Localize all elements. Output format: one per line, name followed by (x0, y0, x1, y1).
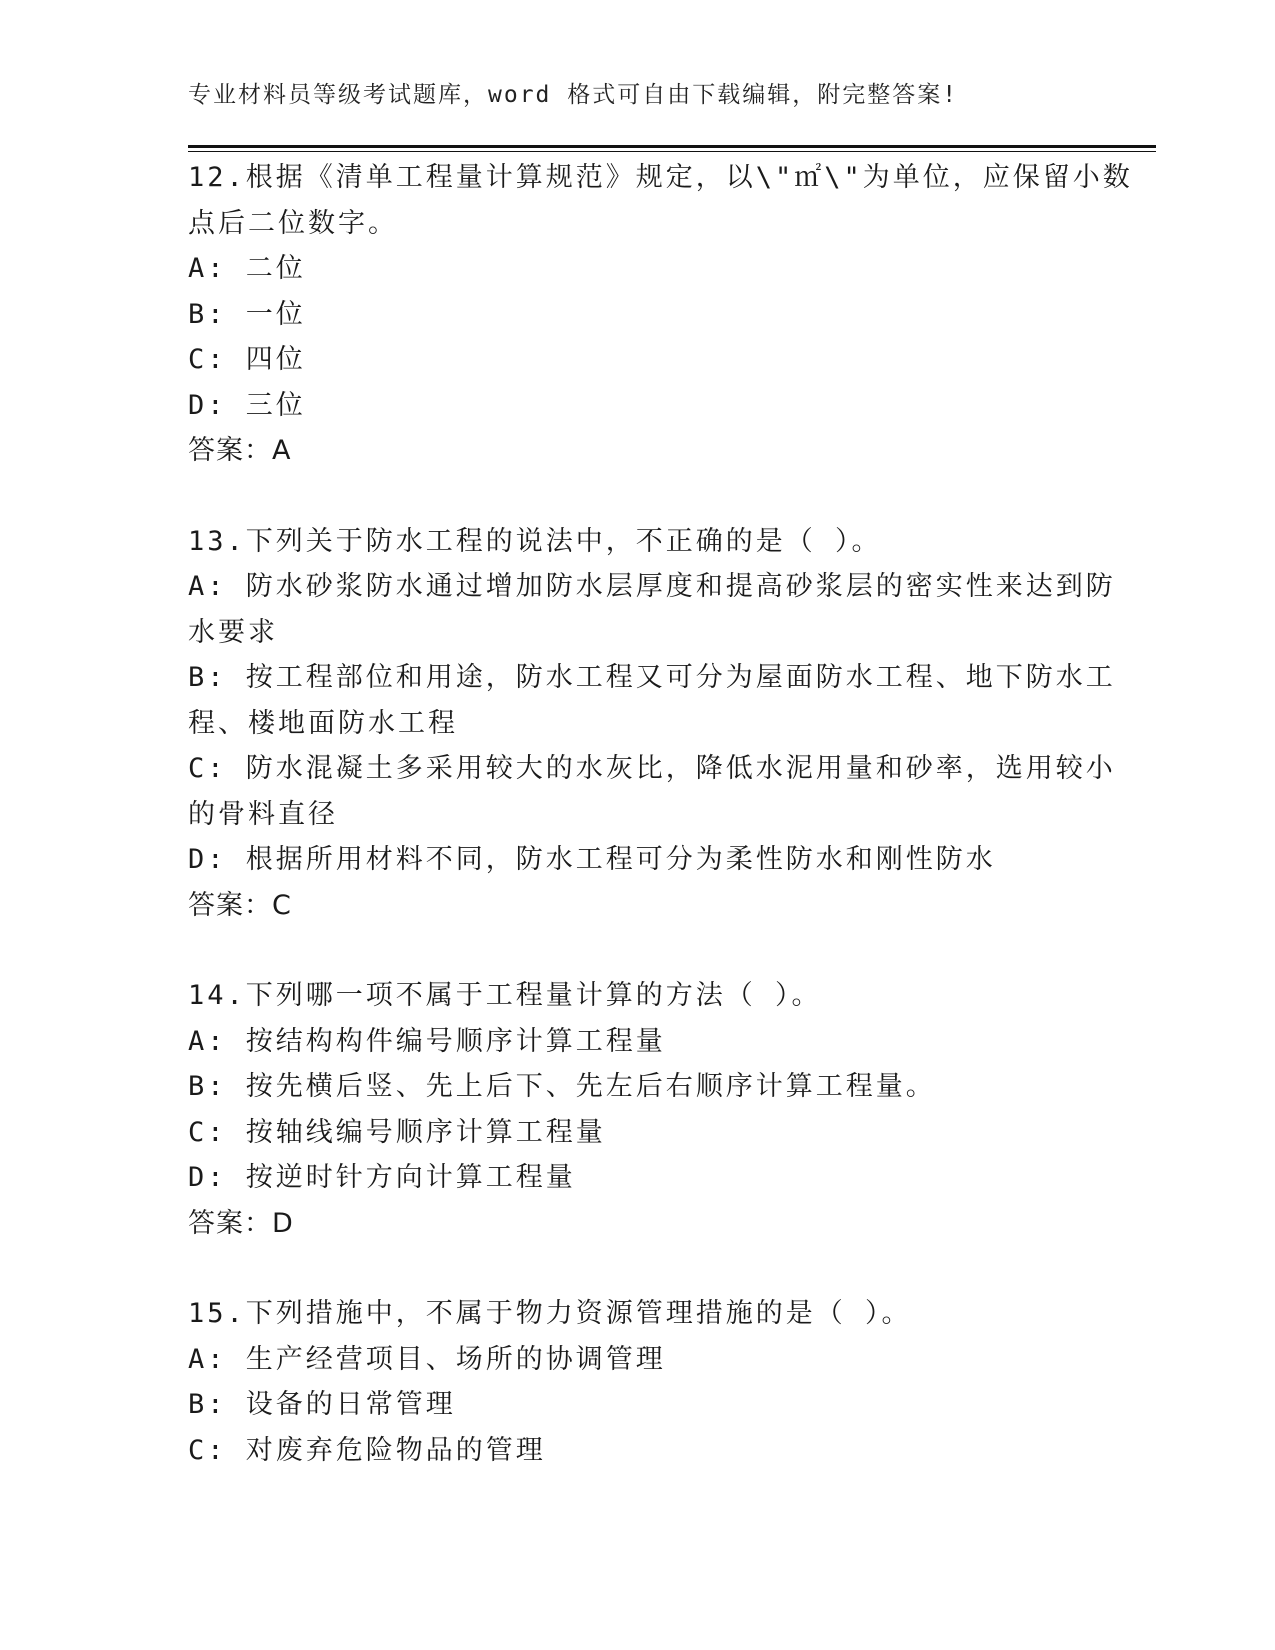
question-stem-line: 点后二位数字。 (188, 207, 398, 239)
question-block (188, 155, 1133, 474)
question-stem-line: 13.下列关于防水工程的说法中，不正确的是（ ）。 (188, 525, 882, 557)
header-rule-thin (188, 151, 1156, 152)
option-c-cont: 的骨料直径 (188, 798, 338, 830)
question-stem-line: 15.下列措施中，不属于物力资源管理措施的是（ ）。 (188, 1298, 912, 1329)
option-a-cont: 水要求 (188, 616, 278, 648)
option-c: C: 按轴线编号顺序计算工程量 (188, 1116, 606, 1148)
option-b: B: 设备的日常管理 (188, 1389, 456, 1420)
option-a: A: 二位 (188, 253, 306, 284)
header-rule-thick (188, 145, 1156, 148)
question-block (188, 519, 1116, 929)
answer-line: 答案：A (188, 435, 292, 466)
question-list (188, 155, 1133, 1473)
answer-line: 答案：C (188, 889, 292, 921)
option-b: B: 按先横后竖、先上后下、先左后右顺序计算工程量。 (188, 1071, 936, 1102)
option-c: C: 对废弃危险物品的管理 (188, 1434, 546, 1466)
page-header: 专业材料员等级考试题库，word 格式可自由下载编辑，附完整答案! (188, 82, 959, 108)
option-d: D: 三位 (188, 389, 306, 421)
option-a: A: 按结构构件编号顺序计算工程量 (188, 1025, 666, 1057)
option-d: D: 按逆时针方向计算工程量 (188, 1162, 576, 1193)
option-c: C: 防水混凝土多采用较大的水灰比，降低水泥用量和砂率，选用较小 (188, 753, 1116, 784)
option-d: D: 根据所用材料不同，防水工程可分为柔性防水和刚性防水 (188, 844, 996, 875)
question-block (188, 1291, 1088, 1473)
option-c: C: 四位 (188, 344, 306, 375)
question-stem-line: 14.下列哪一项不属于工程量计算的方法（ ）。 (188, 980, 822, 1011)
option-b: B: 按工程部位和用途，防水工程又可分为屋面防水工程、地下防水工 (188, 662, 1116, 693)
answer-line: 答案：D (188, 1207, 294, 1239)
option-b: B: 一位 (188, 298, 306, 330)
option-b-cont: 程、楼地面防水工程 (188, 707, 458, 739)
option-a: A: 防水砂浆防水通过增加防水层厚度和提高砂浆层的密实性来达到防 (188, 571, 1116, 602)
question-stem-line: 12.根据《清单工程量计算规范》规定，以\"㎡\"为单位，应保留小数 (188, 162, 1133, 193)
question-block (188, 973, 1088, 1246)
option-a: A: 生产经营项目、场所的协调管理 (188, 1343, 666, 1375)
